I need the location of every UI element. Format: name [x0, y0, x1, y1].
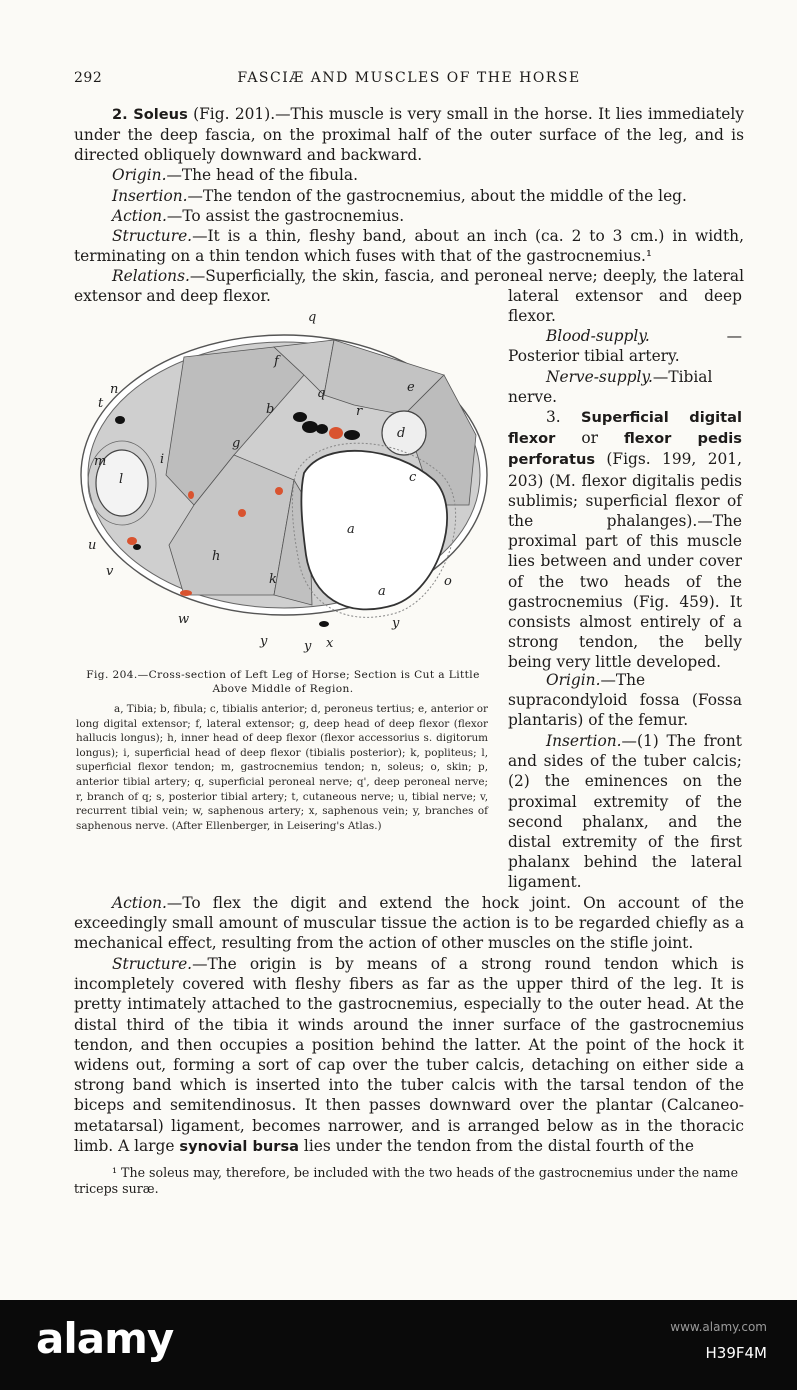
- flexor-insertion: [508, 731, 742, 893]
- soleus-paragraph: [74, 104, 744, 166]
- vessel-1: [293, 412, 307, 422]
- flexor-structure-text-2: lies under the tendon from the distal fourth of the: [299, 1136, 694, 1155]
- figure-caption-body: a, Tibia; b, fibula; c, tibialis anterior; d, peroneus tertius; e, anterior or long digital extensor; f, lateral extensor; g, deep head of deep flexor (flexor hallucis longus); h, inner head of deep flexor (flexor accessorius s. digitorum longus); i, superficial head of deep flexor (tibialis posterior); k, popliteus; l, superficial flexor tendon; m, gastrocnemius tendon; n, soleus; o, skin; p, anterior tibial artery; q, superficial peroneal nerve; q', deep peroneal nerve; r, branch of q; s, posterior tibial artery; t, cutaneous nerve; u, tibial nerve; v, recurrent tibial vein; w, saphenous artery; x, saphenous vein; y, branches of saphenous nerve. (After Ellenberger, in Leisering's Atlas.): [76, 703, 488, 832]
- flexor-paragraph: [508, 407, 742, 673]
- soleus-origin-text: —The head of the fibula.: [166, 166, 358, 184]
- label-q1: q: [308, 310, 317, 325]
- artery-3: [188, 491, 194, 499]
- label-b: b: [266, 402, 275, 417]
- soleus-relations-label: Relations.: [112, 267, 190, 285]
- soleus-nerve-text: —Tibial nerve.: [508, 368, 713, 407]
- tibia: [301, 451, 447, 610]
- soleus-blood-text: — Posterior tibial artery.: [508, 327, 742, 366]
- label-y2: y: [304, 639, 312, 654]
- label-w: w: [178, 612, 190, 627]
- leg-cross-section: [81, 310, 487, 654]
- flexor-structure-label: Structure.: [112, 955, 193, 973]
- flexor-action-label: Action.: [112, 894, 167, 912]
- figure-caption-title: Fig. 204.—Cross-section of Left Leg of Horse; Section is Cut a Little Above Middle of Region.: [86, 669, 480, 695]
- label-y1: y: [260, 634, 268, 649]
- soleus-structure-label: Structure.: [112, 227, 193, 245]
- label-d: d: [397, 426, 406, 441]
- label-k: k: [269, 572, 277, 587]
- label-m: m: [94, 454, 107, 469]
- soleus-relations-end: flexor.: [508, 307, 556, 325]
- label-a2: a: [378, 584, 386, 599]
- flexor-origin: [508, 670, 742, 731]
- label-i: i: [160, 452, 165, 467]
- flexor-action: [74, 893, 744, 954]
- label-c: c: [409, 470, 417, 485]
- soleus-nerve: [508, 367, 742, 407]
- label-o: o: [444, 574, 452, 589]
- label-l: l: [119, 472, 124, 487]
- running-header: [74, 70, 744, 90]
- soleus-origin-label: Origin.: [112, 166, 167, 184]
- flexor-origin-label: Origin.: [546, 671, 601, 689]
- soleus-heading: 2. Soleus: [112, 106, 188, 123]
- soleus-action-text: —To assist the gastrocnemius.: [166, 207, 405, 225]
- artery-p: [329, 427, 343, 439]
- flexor-heading-2: flexor pedis perforatus: [508, 430, 742, 469]
- flexor-insertion-text: —(1) The front and sides of the tuber calcis; (2) the eminences on the proximal extremity of the second phalanx, and the distal extremity of the first phalanx behind the lateral ligament.: [508, 732, 742, 892]
- soleus-insertion-label: Insertion.: [112, 187, 188, 205]
- soleus-relations-line1: [74, 266, 744, 306]
- bursa-term: synovial bursa: [179, 1137, 300, 1155]
- stock-banner: [0, 1300, 797, 1390]
- stock-logo: alamy: [36, 1314, 174, 1363]
- soleus-nerve-label: Nerve-supply.: [546, 368, 653, 386]
- label-h: h: [212, 549, 221, 564]
- label-t: t: [98, 396, 104, 411]
- flexor-heading: Superficial digital flexor: [508, 409, 742, 448]
- label-n: n: [110, 382, 119, 397]
- artery-2: [275, 487, 283, 495]
- soleus-insertion: [74, 186, 744, 206]
- label-v: v: [106, 564, 114, 579]
- vessel-3: [316, 424, 328, 434]
- artery-4: [180, 590, 192, 596]
- footnote: ¹ The soleus may, therefore, be included with the two heads of the gastrocnemius under the name triceps suræ.: [74, 1165, 739, 1196]
- flexor-origin-text: —The supracondyloid fossa (Fossa plantaris) of the femur.: [508, 671, 742, 730]
- artery-w: [127, 537, 137, 545]
- soleus-blood-label: Blood-supply.: [546, 327, 650, 345]
- soleus-relations-text: —Superficially, the skin, fascia, and peroneal nerve; deeply, the lateral extensor and deep flexor.: [74, 267, 744, 306]
- label-f: f: [274, 354, 279, 369]
- label-g: g: [232, 436, 241, 451]
- flexor-structure: [74, 954, 744, 1157]
- label-x: x: [326, 636, 334, 651]
- nerve-t: [115, 416, 125, 424]
- flexor-heading-or: or: [555, 429, 624, 448]
- soleus-action-label: Action.: [112, 207, 167, 225]
- page-number: 292: [74, 70, 103, 86]
- soleus-blood: [508, 326, 742, 366]
- soleus-action: [74, 206, 744, 226]
- soleus-structure: [74, 226, 744, 266]
- soleus-relations-cont: lateral extensor and deep: [508, 287, 742, 305]
- artery-s: [238, 509, 246, 517]
- running-title: FASCIÆ AND MUSCLES OF THE HORSE: [237, 70, 581, 86]
- label-r: r: [356, 404, 363, 419]
- flexor-intro: (Figs. 199, 201, 203) (M. flexor digitalis pedis sublimis; superficial flexor of the phalanges).—The proximal part of this muscle lies between and under cover of the two heads of the gastrocnemius (Fig. 459). It consists almost entirely of a strong tendon, the belly being very little developed.: [508, 450, 742, 672]
- label-e: e: [407, 380, 415, 395]
- label-q2: q: [317, 386, 326, 401]
- vessel-2: [302, 421, 318, 433]
- cross-section-figure: [74, 305, 492, 657]
- stock-site: www.alamy.com: [670, 1320, 767, 1334]
- flexor-structure-text-1: —The origin is by means of a strong round tendon which is incompletely covered with fleshy fibers as far as the upper third of the leg. It is pretty intimately attached to the gastrocnemius, especially to the outer head. At the distal third of the tibia it winds around the inner surface of the gastrocnemius tendon, and then occupies a position behind the latter. At the point of the hock it widens out, forming a sort of cap over the tuber calcis, detaching on either side a strong band which is inserted into the tuber calcis with the tarsal tendon of the biceps and semitendinosus. It then passes downward over the plantar (Calcaneo-metatarsal) ligament, becomes narrower, and is arranged below as in the thoracic limb. A large: [74, 955, 744, 1155]
- label-a1: a: [347, 522, 355, 537]
- soleus-origin: [74, 165, 744, 185]
- vein-x: [133, 544, 141, 550]
- label-y3: y: [392, 616, 400, 631]
- flexor-insertion-label: Insertion.: [546, 732, 622, 750]
- soleus-structure-text: —It is a thin, fleshy band, about an inch (ca. 2 to 3 cm.) in width, terminating on a thin tendon which fuses with that of the gastrocnemius.¹: [74, 227, 744, 266]
- label-u: u: [88, 538, 97, 553]
- flexor-action-text: —To flex the digit and extend the hock joint. On account of the exceedingly small amount of muscular tissue the action is to be regarded chiefly as a mechanical effect, resulting from the action of other muscles on the stifle joint.: [74, 894, 744, 953]
- flexor-heading-num: 3.: [546, 408, 581, 426]
- vein-5: [319, 621, 329, 627]
- soleus-intro: (Fig. 201).—This muscle is very small in the horse. It lies immediately under the deep fascia, on the proximal half of the outer surface of the leg, and is directed obliquely downward and backward.: [74, 105, 744, 165]
- vessel-4: [344, 430, 360, 440]
- soleus-insertion-text: —The tendon of the gastrocnemius, about the middle of the leg.: [187, 187, 687, 205]
- stock-image-code: H39F4M: [705, 1344, 767, 1362]
